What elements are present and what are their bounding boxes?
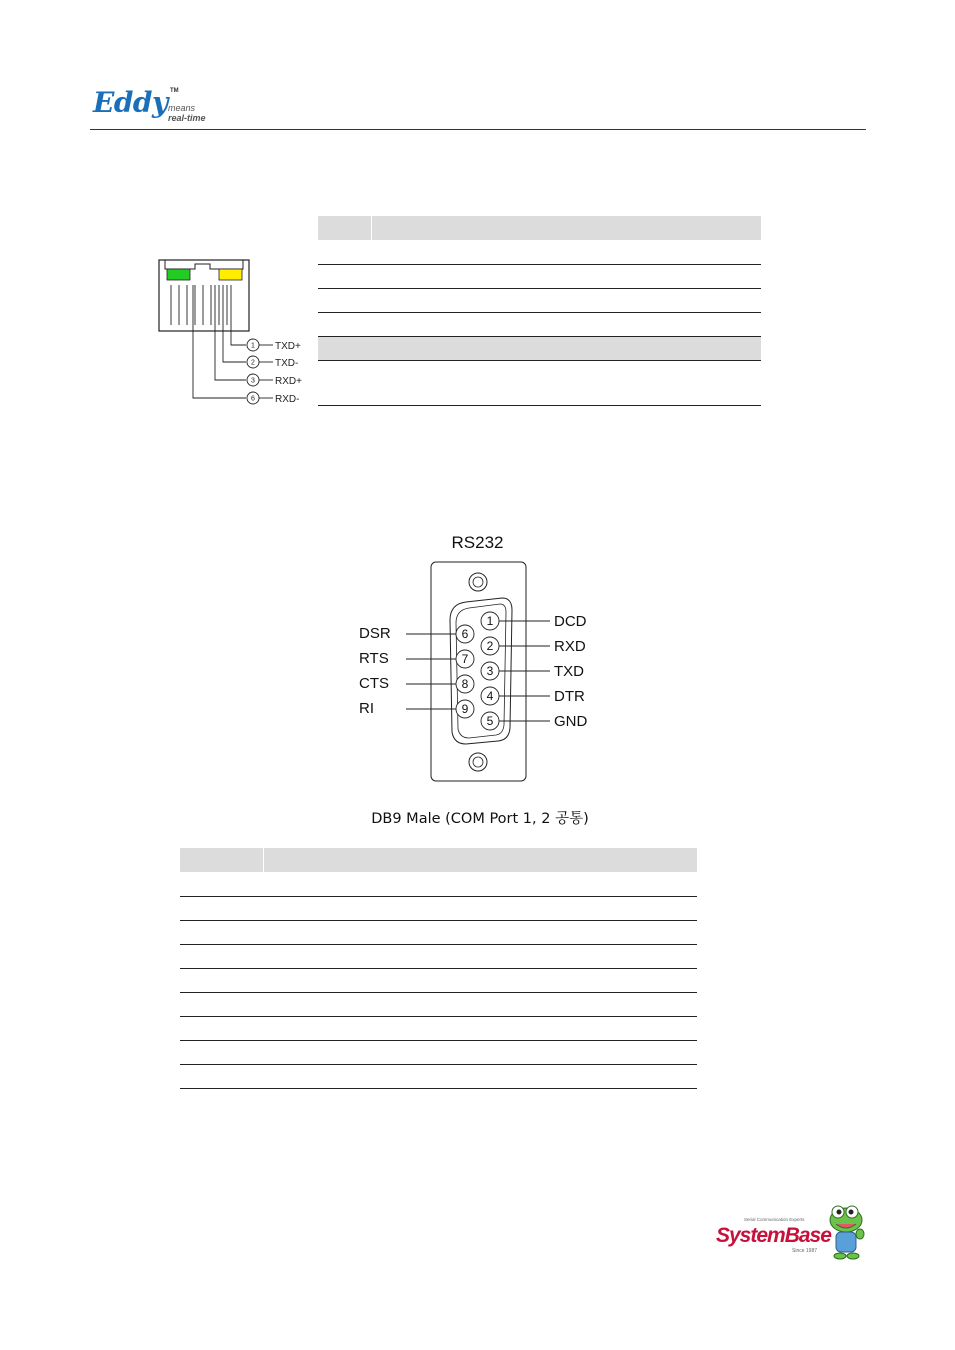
table-subheader-row xyxy=(318,337,761,361)
db9-pin-1-signal: DCD xyxy=(554,613,587,630)
table-row xyxy=(180,1065,697,1089)
db9-pinout-diagram xyxy=(350,528,610,828)
activity-led-icon xyxy=(219,269,242,280)
rj45-pin-6-signal: RXD- xyxy=(275,394,300,405)
table-row xyxy=(180,1041,697,1065)
db9-pin-5-number: 5 xyxy=(486,714,494,728)
table-row xyxy=(180,969,697,993)
logo-brand: SystemBase xyxy=(716,1224,831,1247)
table-row xyxy=(180,1017,697,1041)
header-divider xyxy=(90,129,866,130)
link-led-icon xyxy=(167,269,190,280)
rj45-pin-6-number: 6 xyxy=(251,395,255,403)
db9-pin-9-signal: RI xyxy=(359,700,374,717)
table-row xyxy=(318,265,761,289)
rj45-pin-table xyxy=(318,216,761,406)
rj45-pin-2-signal: TXD- xyxy=(275,358,299,369)
rj45-pin-1-signal: TXD+ xyxy=(275,341,301,352)
top-screw-icon xyxy=(469,573,487,591)
logo-realtime: real-time xyxy=(168,113,206,123)
db9-pin-table xyxy=(180,848,697,1089)
logo-means: means xyxy=(168,103,196,113)
table-header-row xyxy=(180,848,697,873)
frog-mascot-icon xyxy=(826,1204,866,1260)
db9-pin-6-number: 6 xyxy=(461,627,469,641)
logo-tm: TM xyxy=(170,88,179,94)
db9-connector-drawing xyxy=(350,528,610,828)
table-row xyxy=(318,289,761,313)
db9-pin-3-signal: TXD xyxy=(554,663,584,680)
db9-pin-7-signal: RTS xyxy=(359,650,389,667)
rj45-pinout-diagram xyxy=(155,255,315,405)
table-row xyxy=(180,921,697,945)
db9-pin-2-number: 2 xyxy=(486,639,494,653)
db9-pin-2-signal: RXD xyxy=(554,638,586,655)
table-row xyxy=(180,897,697,921)
db9-pin-1-number: 1 xyxy=(486,614,494,628)
db9-pin-4-number: 4 xyxy=(486,689,494,703)
db9-pin-8-signal: CTS xyxy=(359,675,389,692)
db9-pin-3-number: 3 xyxy=(486,664,494,678)
logo-name: Eddy xyxy=(93,86,168,119)
db9-caption: DB9 Male (COM Port 1, 2 공통) xyxy=(371,811,589,827)
page-header xyxy=(90,80,866,132)
table-row xyxy=(180,993,697,1017)
table-header-row xyxy=(318,216,761,241)
db9-pin-6-signal: DSR xyxy=(359,625,391,642)
bottom-screw-icon xyxy=(469,753,487,771)
table-row xyxy=(180,945,697,969)
db9-pin-7-number: 7 xyxy=(461,652,469,666)
table-row xyxy=(318,361,761,406)
logo-since: Since 1987 xyxy=(792,1248,818,1254)
rj45-pin-2-number: 2 xyxy=(251,359,255,367)
logo-tagline: Serial Communication Experts xyxy=(744,1217,805,1222)
rj45-connector-drawing xyxy=(155,255,315,405)
db9-pin-4-signal: DTR xyxy=(554,688,585,705)
db9-title: RS232 xyxy=(451,533,504,552)
table-row xyxy=(180,873,697,897)
rj45-pin-1-number: 1 xyxy=(251,342,255,350)
db9-pin-9-number: 9 xyxy=(461,702,469,716)
rj45-pin-3-number: 3 xyxy=(251,377,255,385)
systembase-logo xyxy=(710,1204,865,1262)
table-row xyxy=(318,313,761,337)
db9-pin-5-signal: GND xyxy=(554,713,588,730)
table-row xyxy=(318,241,761,265)
eddy-logo xyxy=(90,86,230,126)
rj45-pin-3-signal: RXD+ xyxy=(275,376,302,387)
db9-pin-8-number: 8 xyxy=(461,677,469,691)
